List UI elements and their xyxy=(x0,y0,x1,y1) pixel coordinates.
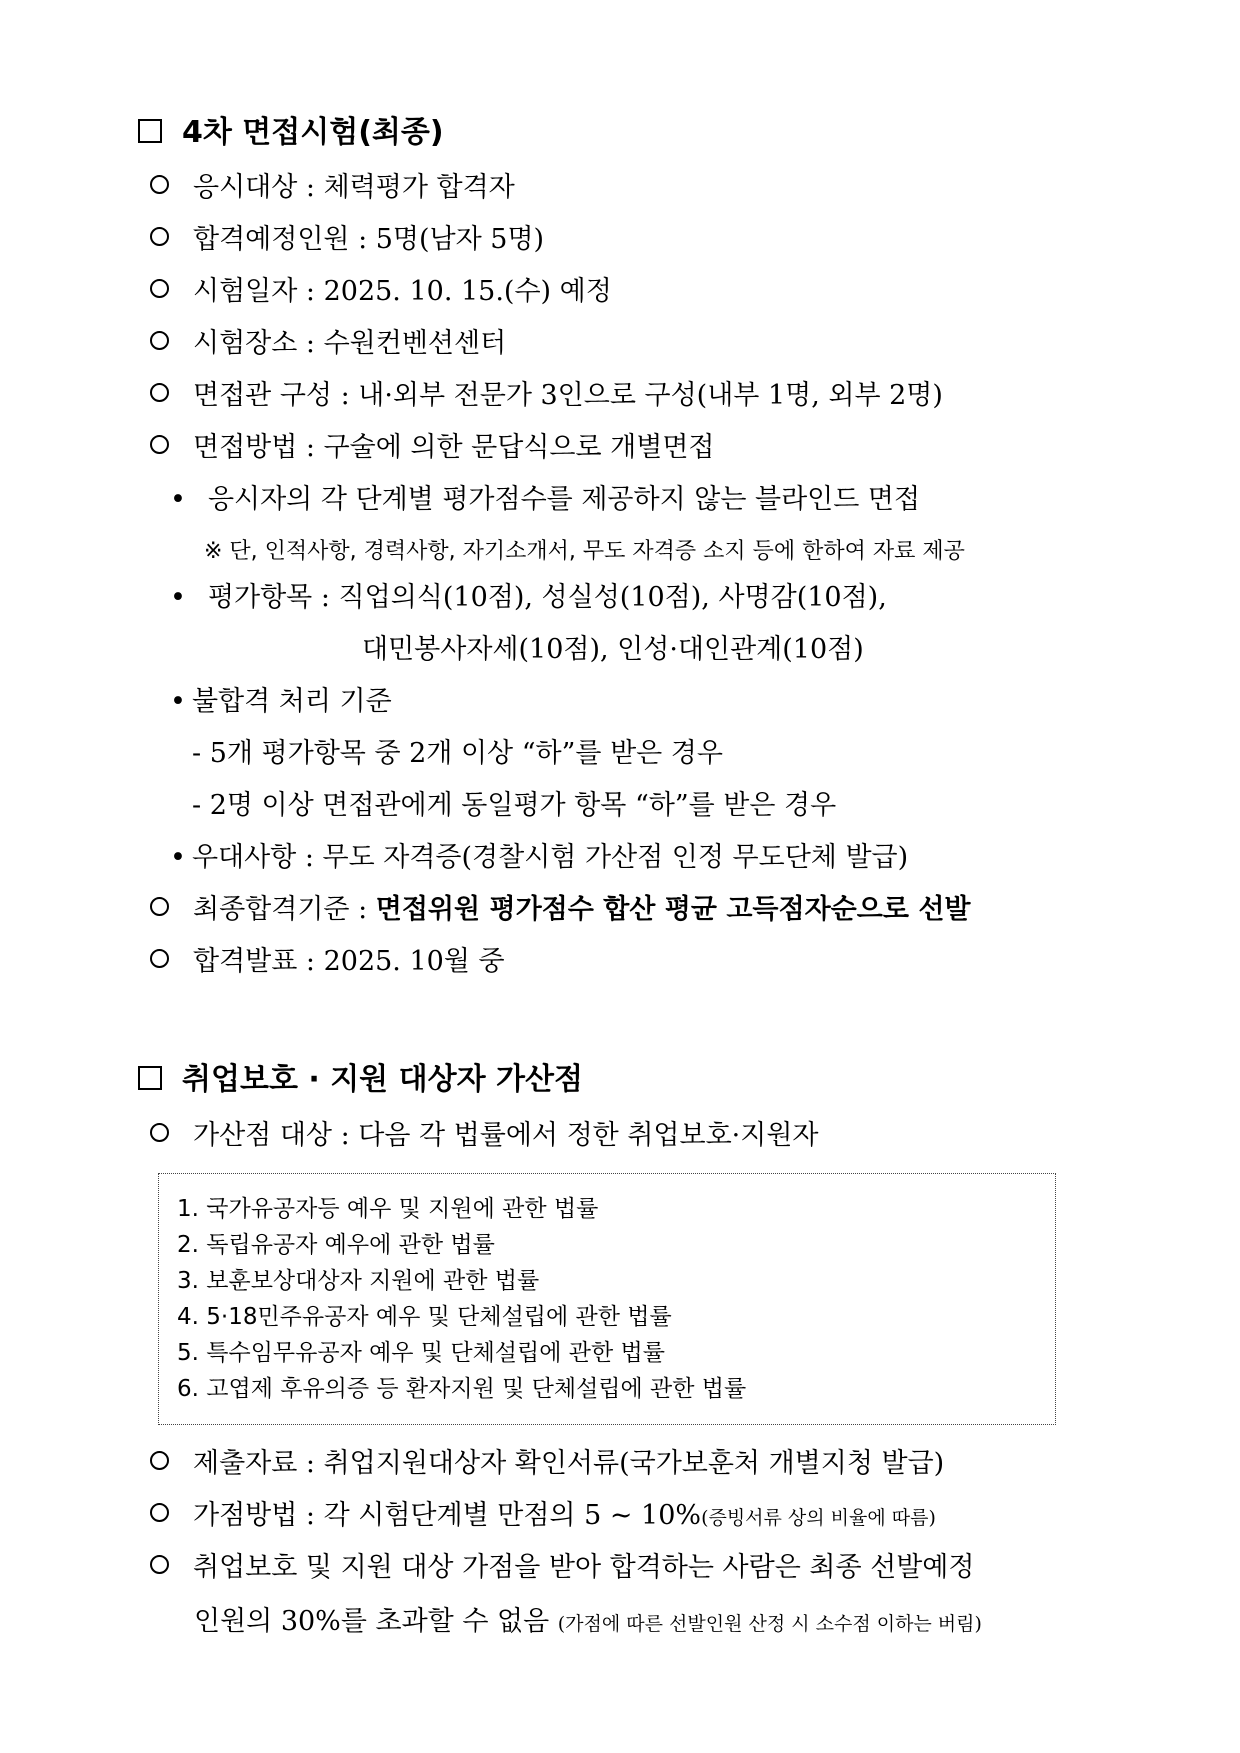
checkbox-square-icon xyxy=(138,119,162,143)
circle-bullet-icon xyxy=(150,1503,169,1522)
list-item-target: 응시대상 : 체력평가 합격자 xyxy=(150,170,515,206)
law-item: 3. 보훈보상대상자 지원에 관한 법률 xyxy=(177,1268,540,1294)
circle-bullet-icon xyxy=(150,1123,169,1142)
list-item-quota: 합격예정인원 : 5명(남자 5명) xyxy=(150,222,544,258)
note-text: ※ 단, 인적사항, 경력사항, 자기소개서, 무도 자격증 소지 등에 한하여 자료 제공 xyxy=(204,539,965,564)
circle-bullet-icon xyxy=(150,949,169,968)
circle-bullet-icon xyxy=(150,435,169,454)
circle-bullet-icon xyxy=(150,1555,169,1574)
sub-item-fail-criteria: • 불합격 처리 기준 xyxy=(170,686,392,717)
circle-bullet-icon xyxy=(150,175,169,194)
list-item-bonus-target: 가산점 대상 : 다음 각 법률에서 정한 취업보호·지원자 xyxy=(150,1118,818,1154)
circle-bullet-icon xyxy=(150,897,169,916)
law-item: 4. 5·18민주유공자 예우 및 단체설립에 관한 법률 xyxy=(177,1304,672,1330)
sub-item-preference: • 우대사항 : 무도 자격증(경찰시험 가산점 인정 무도단체 발급) xyxy=(170,842,909,873)
list-item-method: 면접방법 : 구술에 의한 문답식으로 개별면접 xyxy=(150,430,715,466)
law-item: 6. 고엽제 후유의증 등 환자지원 및 단체설립에 관한 법률 xyxy=(177,1376,747,1402)
sub-item-evaluation-cont: 대민봉사자세(10점), 인성·대인관계(10점) xyxy=(362,634,864,665)
list-item-date: 시험일자 : 2025. 10. 15.(수) 예정 xyxy=(150,274,612,310)
dot-bullet-icon: • xyxy=(170,484,186,515)
circle-bullet-icon xyxy=(150,331,169,350)
section-heading-bonus: 취업보호 · 지원 대상자 가산점 xyxy=(138,1062,583,1098)
law-item: 2. 독립유공자 예우에 관한 법률 xyxy=(177,1232,495,1258)
law-item: 1. 국가유공자등 예우 및 지원에 관한 법률 xyxy=(177,1196,599,1222)
list-item-panel: 면접관 구성 : 내·외부 전문가 3인으로 구성(내부 1명, 외부 2명) xyxy=(150,378,943,414)
section-heading-interview: 4차 면접시험(최종) xyxy=(138,115,444,151)
list-item-bonus-limit: 취업보호 및 지원 대상 가점을 받아 합격하는 사람은 최종 선발예정 xyxy=(150,1550,974,1586)
circle-bullet-icon xyxy=(150,279,169,298)
fail-criterion-1: - 5개 평가항목 중 2개 이상 “하”를 받은 경우 xyxy=(192,738,723,769)
law-item: 5. 특수임무유공자 예우 및 단체설립에 관한 법률 xyxy=(177,1340,665,1366)
sub-item-evaluation: • 평가항목 : 직업의식(10점), 성실성(10점), 사명감(10점), xyxy=(170,582,887,613)
dot-bullet-icon: • xyxy=(170,582,186,613)
checkbox-square-icon xyxy=(138,1066,162,1090)
dot-bullet-icon: • xyxy=(170,686,186,717)
list-item-announcement: 합격발표 : 2025. 10월 중 xyxy=(150,944,505,980)
list-item-final-criteria: 최종합격기준 : 면접위원 평가점수 합산 평균 고득점자순으로 선발 xyxy=(150,892,971,928)
list-item-scoring-method: 가점방법 : 각 시험단계별 만점의 5 ~ 10%(증빙서류 상의 비율에 따름) xyxy=(150,1498,936,1536)
sub-item-blind: • 응시자의 각 단계별 평가점수를 제공하지 않는 블라인드 면접 xyxy=(170,484,921,515)
circle-bullet-icon xyxy=(150,227,169,246)
circle-bullet-icon xyxy=(150,383,169,402)
list-item-venue: 시험장소 : 수원컨벤션센터 xyxy=(150,326,506,362)
laws-box xyxy=(158,1173,1056,1425)
list-item-documents: 제출자료 : 취업지원대상자 확인서류(국가보훈처 개별지청 발급) xyxy=(150,1446,944,1482)
dot-bullet-icon: • xyxy=(170,842,186,873)
bonus-limit-cont: 인원의 30%를 초과할 수 없음 (가점에 따른 선발인원 산정 시 소수점 이하는 버림) xyxy=(194,1606,982,1637)
fail-criterion-2: - 2명 이상 면접관에게 동일평가 항목 “하”를 받은 경우 xyxy=(192,790,837,821)
circle-bullet-icon xyxy=(150,1451,169,1470)
